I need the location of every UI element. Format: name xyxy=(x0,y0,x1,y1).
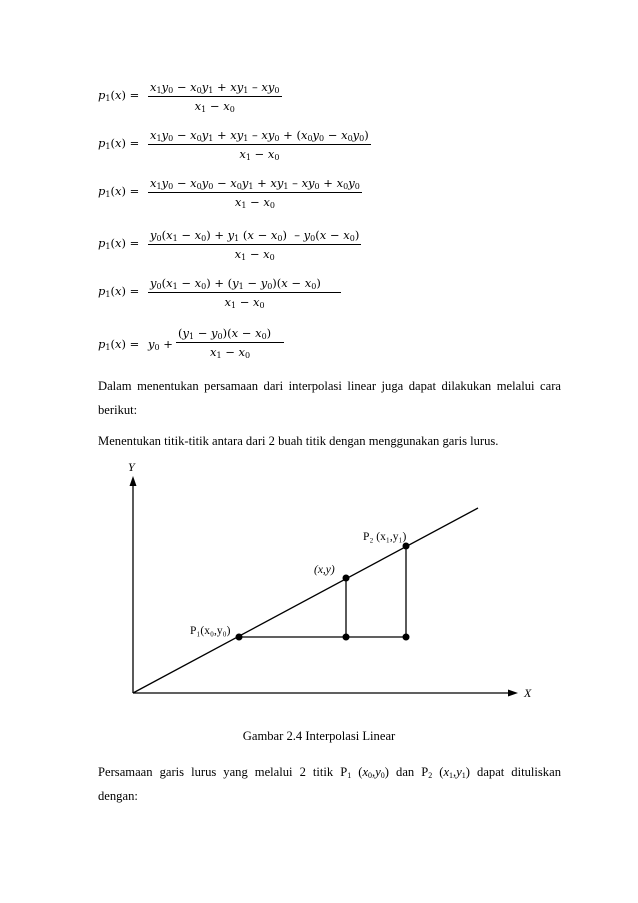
equation-lhs: $p_1(x)$ = xyxy=(98,184,140,199)
paragraph-3 xyxy=(98,760,561,808)
point-p1 xyxy=(236,634,243,641)
equation-lhs: $p_1(x)$ = xyxy=(98,88,140,103)
paragraph-3-text-b: dan P xyxy=(396,765,429,779)
paragraph-3-line-1: Persamaan garis lurus yang melalui 2 titik $P_1$ $(x_0,y_0)$ dan $P_2$ $(x_1,y_1)$ dapat dituliskan xyxy=(98,765,561,780)
figure-caption: Gambar 2.4 Interpolasi Linear xyxy=(242,729,396,743)
equation-fraction: $x_1y_0 - x_0y_1 + xy_1 - xy_0 + (x_0y_0 - x_0y_0)$ $x_1 - x_0$ xyxy=(150,128,369,162)
equation-fraction: $x_1y_0 - x_0y_1 + xy_1 - xy_0$ $x_1 - x_0$ xyxy=(150,80,280,114)
point-xy xyxy=(343,575,350,582)
point-xy-base xyxy=(343,634,350,641)
y-axis-label: Y xyxy=(128,460,135,474)
point-p2-base xyxy=(403,634,410,641)
x-axis-arrow xyxy=(508,690,518,697)
interpolation-line xyxy=(133,508,478,693)
equation-fraction: $y_0(x_1 - x_0) + (y_1 - y_0)(x - x_0)$ $x_1 - x_0$ xyxy=(150,276,340,310)
equation-fraction: $y_0(x_1 - x_0) + y_1$ $(x - x_0) - y_0(x - x_0)$ $x_1 - x_0$ xyxy=(150,228,360,262)
p1-label: P₁(x₀,y₀) xyxy=(190,625,231,637)
equation-lhs: $p_1(x)$ = xyxy=(98,337,140,352)
equation-fraction: $(y_1 - y_0)(x - x_0)$ $x_1 - x_0$ xyxy=(178,326,283,360)
y-axis-arrow xyxy=(130,476,137,486)
equation-lhs: $p_1(x)$ = xyxy=(98,136,140,151)
equation-lhs: $p_1(x)$ = xyxy=(98,236,140,251)
equation-prefix: $y_0$ + xyxy=(148,337,173,352)
x-axis-label: X xyxy=(524,686,532,700)
paragraph-3-line-2: dengan: xyxy=(98,789,138,803)
equation-fraction: $x_1y_0 - x_0y_0 - x_0y_1 + xy_1 - xy_0 + x_0y_0$ $x_1 - x_0$ xyxy=(150,176,360,210)
paragraph-3-text-c: dapat dituliskan xyxy=(477,765,561,779)
paragraph-3-text-a: Persamaan garis lurus yang melalui 2 titik P xyxy=(98,765,348,779)
point-p2 xyxy=(403,543,410,550)
equation-lhs: $p_1(x)$ = xyxy=(98,284,140,299)
paragraph-2-line-1: Menentukan titik-titik antara dari 2 buah titik dengan menggunakan garis lurus. xyxy=(98,434,499,448)
xy-label: (x,y) xyxy=(314,564,335,576)
paragraph-1-line-2: berikut: xyxy=(98,403,138,417)
paragraph-1-line-1: Dalam menentukan persamaan dari interpolasi linear juga dapat dilakukan melalui cara xyxy=(98,379,561,393)
p2-label: P₂ (x₁,y₁) xyxy=(363,531,407,543)
